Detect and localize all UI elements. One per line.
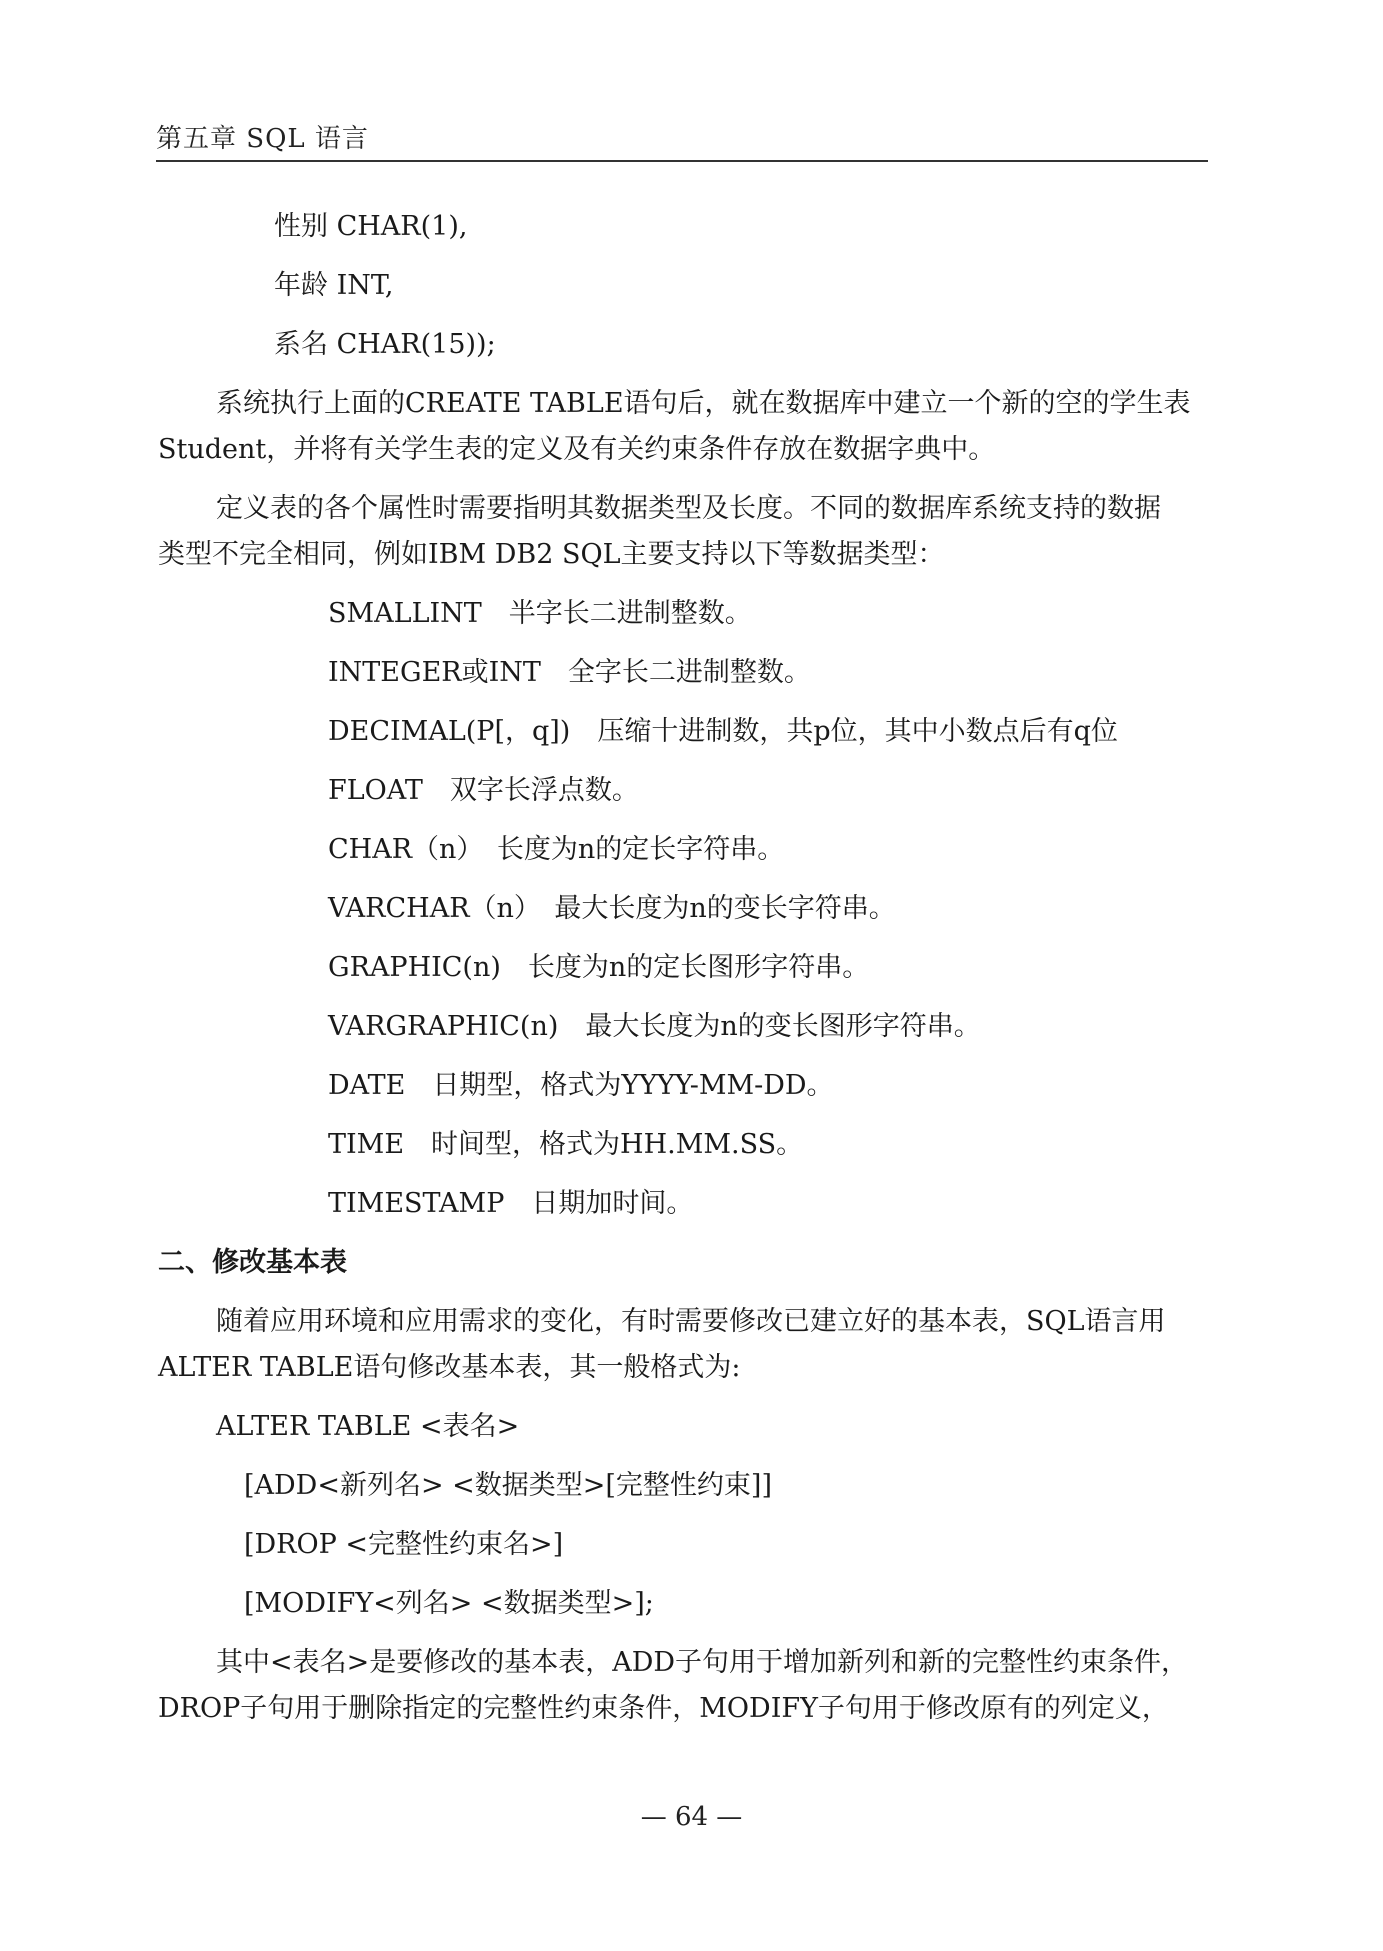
syntax-line: ALTER TABLE <表名> (216, 1411, 520, 1442)
syntax-line: [DROP <完整性约束名>] (244, 1529, 564, 1560)
page-number: — 64 — (640, 1802, 743, 1832)
paragraph-line: 随着应用环境和应用需求的变化，有时需要修改已建立好的基本表，SQL语言用 (216, 1306, 1166, 1337)
code-line: 系名 CHAR(15)); (274, 329, 496, 360)
code-line: 性别 CHAR(1), (274, 211, 468, 242)
data-type-item: DATE 日期型，格式为YYYY-MM-DD。 (328, 1070, 834, 1101)
data-type-item: FLOAT 双字长浮点数。 (328, 775, 639, 806)
data-type-item: DECIMAL(P[，q]) 压缩十进制数，共p位，其中小数点后有q位 (328, 716, 1118, 747)
data-type-item: CHAR（n） 长度为n的定长字符串。 (328, 834, 785, 865)
data-type-item: GRAPHIC(n) 长度为n的定长图形字符串。 (328, 952, 870, 983)
data-type-item: SMALLINT 半字长二进制整数。 (328, 598, 752, 629)
section-heading: 二、修改基本表 (158, 1247, 347, 1278)
paragraph-line: 定义表的各个属性时需要指明其数据类型及长度。不同的数据库系统支持的数据 (216, 493, 1161, 524)
header-rule (156, 160, 1208, 162)
paragraph-line: 系统执行上面的CREATE TABLE语句后，就在数据库中建立一个新的空的学生表 (216, 388, 1191, 419)
data-type-item: VARCHAR（n） 最大长度为n的变长字符串。 (328, 893, 896, 924)
syntax-line: [ADD<新列名> <数据类型>[完整性约束]] (244, 1470, 773, 1501)
running-head: 第五章 SQL 语言 (156, 124, 369, 154)
data-type-item: TIME 时间型，格式为HH.MM.SS。 (328, 1129, 804, 1160)
paragraph-line: 其中<表名>是要修改的基本表，ADD子句用于增加新列和新的完整性约束条件， (216, 1647, 1189, 1678)
data-type-item: VARGRAPHIC(n) 最大长度为n的变长图形字符串。 (328, 1011, 981, 1042)
paragraph-line: ALTER TABLE语句修改基本表，其一般格式为: (158, 1352, 741, 1383)
data-type-item: TIMESTAMP 日期加时间。 (328, 1188, 694, 1219)
syntax-line: [MODIFY<列名> <数据类型>]; (244, 1588, 654, 1619)
data-type-item: INTEGER或INT 全字长二进制整数。 (328, 657, 811, 688)
paragraph-line: DROP子句用于删除指定的完整性约束条件，MODIFY子句用于修改原有的列定义， (158, 1693, 1169, 1724)
paragraph-line: 类型不完全相同，例如IBM DB2 SQL主要支持以下等数据类型： (158, 539, 945, 570)
code-line: 年龄 INT, (274, 270, 394, 301)
paragraph-line: Student，并将有关学生表的定义及有关约束条件存放在数据字典中。 (158, 434, 996, 465)
